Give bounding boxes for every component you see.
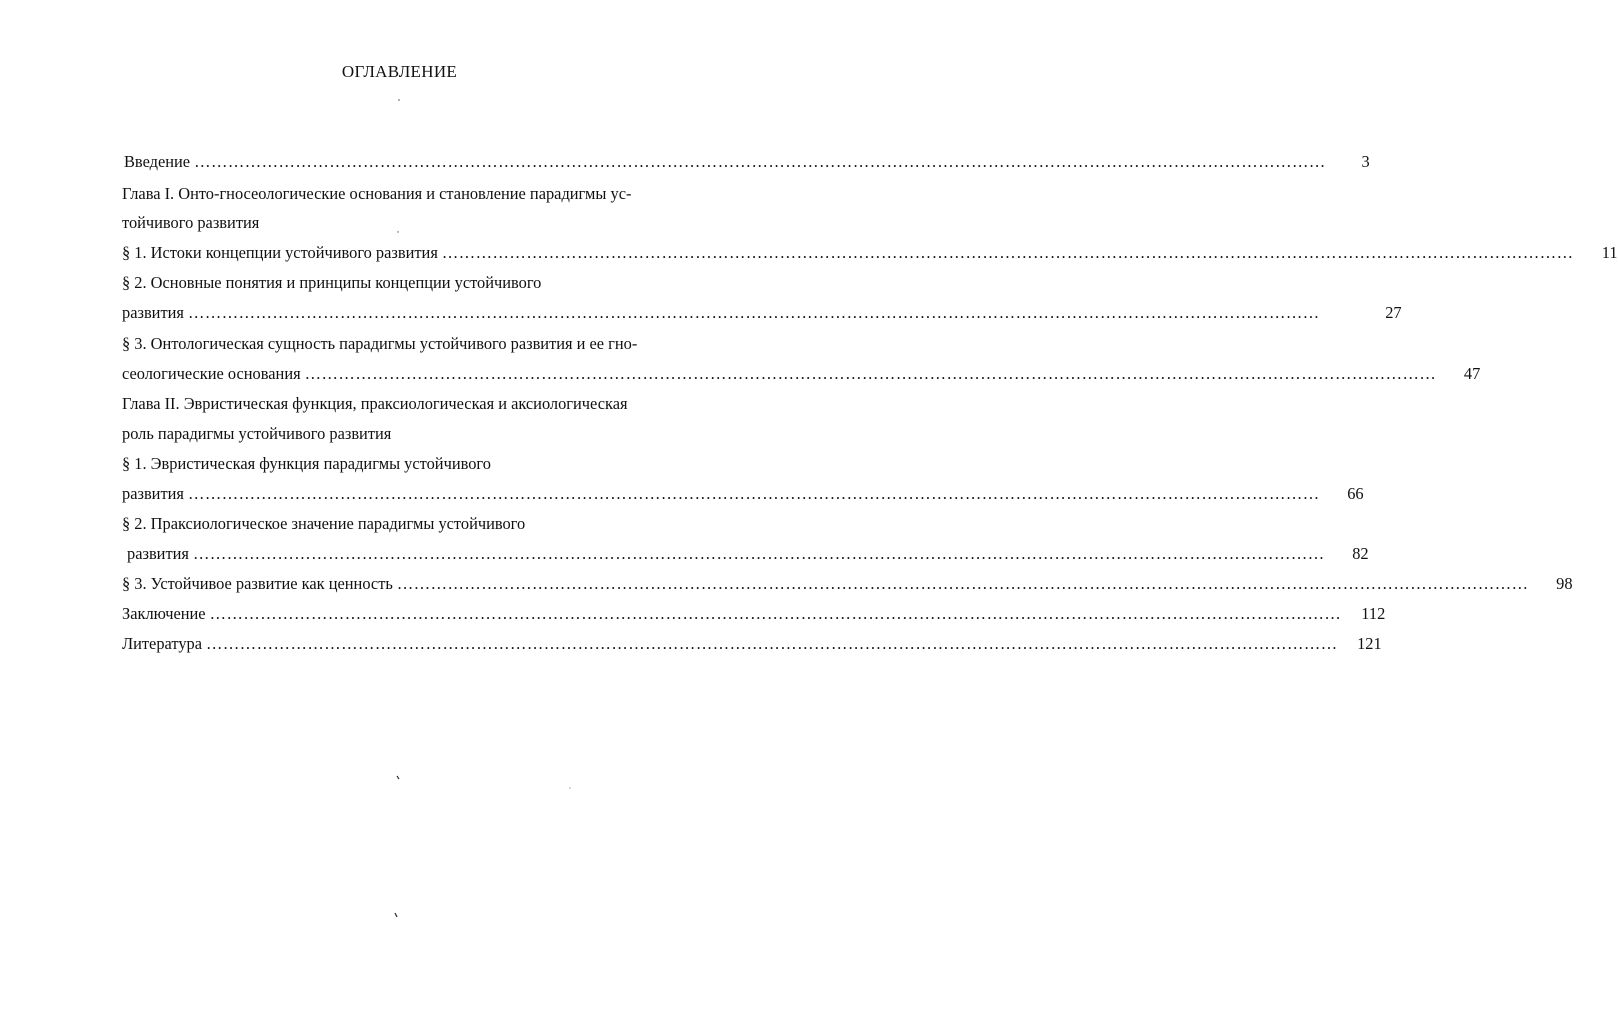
toc-entry-text: Введение	[124, 152, 191, 171]
toc-entry-text: Литература	[122, 634, 202, 653]
toc-chapter-1-line-2: тойчивого развития	[122, 213, 260, 232]
toc-entry-text: развития	[122, 303, 184, 322]
scan-speck	[569, 787, 570, 788]
page-number: 3	[1361, 152, 1370, 171]
toc-entry-ch1-s2-line-1: § 2. Основные понятия и принципы концепции устойчивого	[122, 273, 542, 292]
dot-leader: …………………………………………………………………………………………………………………………………………………………………………………	[194, 152, 1326, 171]
dot-leader: …………………………………………………………………………………………………………………………………………………………………………………	[396, 574, 1529, 593]
page-number: 82	[1352, 544, 1369, 563]
toc-entry-text: § 1. Истоки концепции устойчивого развития	[122, 243, 438, 262]
toc-heading: ОГЛАВЛЕНИЕ	[341, 62, 458, 81]
toc-entry-ch1-s3-line-1: § 3. Онтологическая сущность парадигмы устойчивого развития и ее гно-	[122, 334, 638, 353]
toc-chapter-1-line-1: Глава I. Онто-гносеологические основания и становление парадигмы ус-	[122, 184, 632, 203]
scan-speck	[397, 231, 398, 232]
dot-leader: …………………………………………………………………………………………………………………………………………………………………………………	[205, 634, 1338, 653]
page-number: 11	[1601, 243, 1618, 262]
toc-entry-text: развития	[127, 544, 189, 563]
toc-entry-ch2-s2-line-1: § 2. Праксиологическое значение парадигмы устойчивого	[122, 514, 526, 533]
dot-leader: …………………………………………………………………………………………………………………………………………………………………………………	[187, 484, 1320, 503]
page-number: 98	[1556, 574, 1573, 593]
scan-speck	[398, 99, 400, 101]
scan-artifacts	[0, 0, 799, 1034]
dot-leader: …………………………………………………………………………………………………………………………………………………………………………………	[304, 364, 1437, 383]
dot-leader: …………………………………………………………………………………………………………………………………………………………………………………	[187, 303, 1320, 322]
scan-speck	[395, 913, 397, 917]
toc-chapter-2-line-2: роль парадигмы устойчивого развития	[122, 424, 392, 443]
dot-leader: …………………………………………………………………………………………………………………………………………………………………………………	[209, 604, 1342, 623]
page-number: 47	[1463, 364, 1481, 383]
dot-leader: …………………………………………………………………………………………………………………………………………………………………………………	[192, 544, 1325, 563]
toc-entry-text: развития	[122, 484, 184, 503]
page-number: 121	[1357, 634, 1382, 653]
page-number: 112	[1361, 604, 1386, 623]
scan-speck	[397, 776, 399, 779]
toc-entry-text: сеологические основания	[122, 364, 301, 383]
toc-chapter-2-line-1: Глава II. Эвристическая функция, праксиологическая и аксиологическая	[122, 394, 628, 413]
toc-entry-ch2-s1-line-1: § 1. Эвристическая функция парадигмы устойчивого	[122, 454, 491, 473]
toc-entry-text: Заключение	[122, 604, 206, 623]
toc-entry-text: § 3. Устойчивое развитие как ценность	[122, 574, 393, 593]
page-number: 27	[1385, 303, 1402, 322]
dot-leader: …………………………………………………………………………………………………………………………………………………………………………………	[441, 243, 1574, 262]
page-number: 66	[1347, 484, 1364, 503]
